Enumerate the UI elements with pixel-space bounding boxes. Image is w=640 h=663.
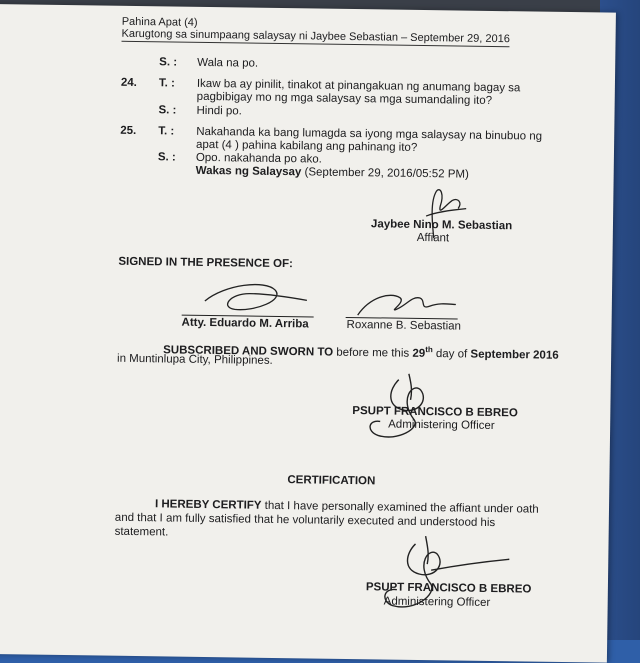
certification-line: I HEREBY CERTIFY that I have personally examined the affiant under oath	[154, 498, 539, 516]
question-line: pagbibigay mo ng mga salaysay sa mga sumandaling ito?	[196, 90, 493, 107]
end-of-statement: Wakas ng Salaysay (September 29, 2016/05:52 PM)	[195, 164, 469, 181]
certification-line: and that I am fully satisfied that he voluntarily executed and understood his	[114, 511, 496, 530]
question-number: 25.	[120, 124, 137, 137]
page-label: Pahina Apat (4)	[121, 15, 198, 29]
affiant-role: Affiant	[416, 231, 450, 245]
affiant-name: Jaybee Nino M. Sebastian	[370, 218, 513, 233]
continuation-header: Karugtong sa sinumpaang salaysay ni Jaybee Sebastian – September 29, 2016	[121, 27, 510, 46]
officer-signature	[370, 529, 511, 631]
question-label: T. :	[158, 77, 175, 90]
question-line: Ikaw ba ay pinilit, tinakot at pinangakuan ng anumang bagay sa	[196, 77, 521, 95]
answer-text: Opo. nakahanda po ako.	[195, 151, 322, 166]
witness2-name: Roxanne B. Sebastian	[346, 318, 462, 333]
officer-name: PSUPT FRANCISCO B EBREO	[365, 581, 532, 596]
question-line: apat (4 ) pahina kabilang ang pahinang ito?	[195, 138, 418, 154]
question-number: 24.	[120, 76, 137, 90]
answer-label: S. :	[158, 104, 177, 117]
answer-text: Hindi po.	[196, 104, 242, 118]
officer-title: Administering Officer	[388, 418, 495, 433]
question-label: T. :	[158, 125, 175, 138]
officer-title: Administering Officer	[383, 595, 491, 609]
sworn-location: in Muntinlupa City, Philippines.	[116, 352, 273, 367]
certification-line: statement.	[114, 525, 169, 539]
presence-heading: SIGNED IN THE PRESENCE OF:	[118, 255, 293, 271]
certification-heading: CERTIFICATION	[287, 474, 376, 488]
answer-label: S. :	[157, 151, 176, 164]
witness1-name: Atty. Eduardo M. Arriba	[181, 316, 309, 331]
question-line: Nakahanda ka bang lumagda sa iyong mga salaysay na binubuo ng	[196, 125, 543, 143]
officer-name: PSUPT FRANCISCO B EBREO	[352, 405, 518, 420]
answer-text: Wala na po.	[197, 56, 259, 70]
answer-label: S. :	[159, 56, 178, 69]
document-page	[0, 4, 616, 663]
sworn-statement: SUBSCRIBED AND SWORN TO before me this 29th day of September 2016	[163, 344, 559, 362]
